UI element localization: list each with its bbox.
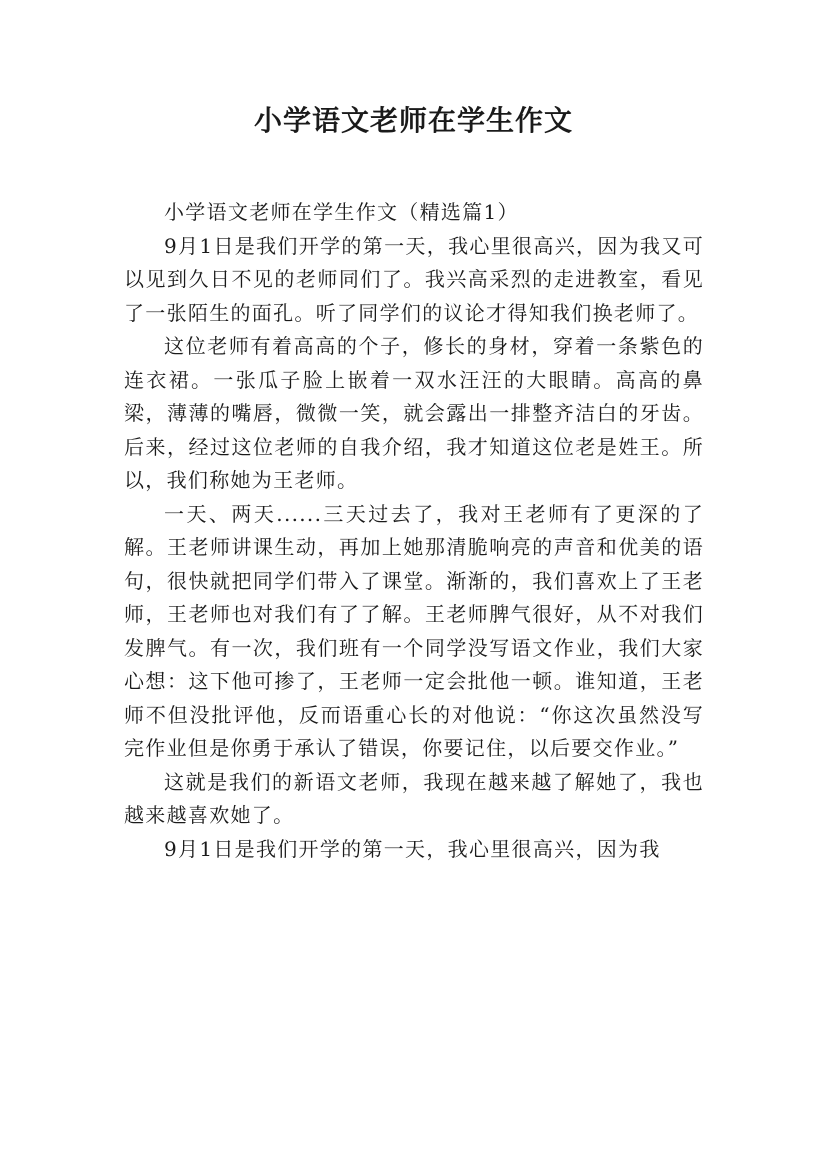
paragraph: 9月1日是我们开学的第一天，我心里很高兴，因为我 <box>164 836 661 861</box>
section-subtitle: 小学语文老师在学生作文（精选篇1） <box>164 200 519 224</box>
paragraph: 9月1日是我们开学的第一天，我心里很高兴，因为我又可以见到久日不见的老师同们了。我兴高采烈的走进教室，看见了一张陌生的面孔。听了同学们的议论才得知我们换老师了。 <box>124 233 704 325</box>
paragraph: 这位老师有着高高的个子，修长的身材，穿着一条紫色的连衣裙。一张瓜子脸上嵌着一双水汪汪的大眼睛。高高的鼻梁，薄薄的嘴唇，微微一笑，就会露出一排整齐洁白的牙齿。后来，经过这位老师的自我介绍，我才知道这位老是姓王。所以，我们称她为王老师。 <box>124 334 704 492</box>
document-body <box>124 196 704 866</box>
document-title: 小学语文老师在学生作文 <box>253 104 573 137</box>
paragraph: 这就是我们的新语文老师，我现在越来越了解她了，我也越来越喜欢她了。 <box>124 769 704 827</box>
paragraph: 一天、两天......三天过去了，我对王老师有了更深的了解。王老师讲课生动，再加上她那清脆响亮的声音和优美的语句，很快就把同学们带入了课堂。渐渐的，我们喜欢上了王老师，王老师也对我们有了了解。王老师脾气很好，从不对我们发脾气。有一次，我们班有一个同学没写语文作业，我们大家心想：这下他可掺了，王老师一定会批他一顿。谁知道，王老师不但没批评他，反而语重心长的对他说：“你这次虽然没写完作业但是你勇于承认了错误，你要记住，以后要交作业。” <box>124 501 704 760</box>
